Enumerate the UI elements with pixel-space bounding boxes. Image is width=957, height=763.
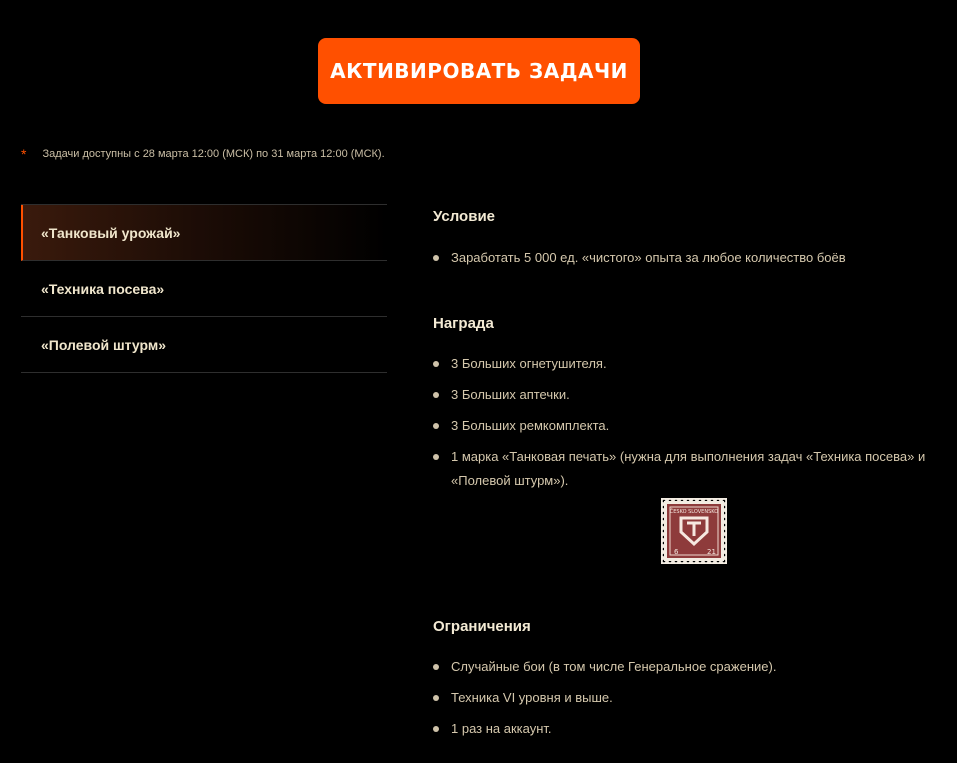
tank-stamp-icon bbox=[661, 498, 727, 564]
bullet-icon bbox=[433, 726, 439, 732]
bullet-icon bbox=[433, 255, 439, 261]
stamp-top-text: ČESKO SLOVENSKO bbox=[669, 509, 719, 515]
limits-title: Ограничения bbox=[433, 618, 531, 635]
bullet-icon bbox=[433, 361, 439, 367]
limits-list bbox=[433, 655, 933, 748]
reward-list bbox=[433, 352, 933, 500]
task-sidebar bbox=[21, 204, 387, 373]
activate-tasks-button[interactable]: АКТИВИРОВАТЬ ЗАДАЧИ bbox=[318, 38, 640, 104]
availability-note bbox=[21, 146, 385, 162]
bullet-icon bbox=[433, 664, 439, 670]
condition-list bbox=[433, 246, 933, 277]
stamp-right-number: 21 bbox=[707, 548, 716, 556]
list-item: Заработать 5 000 ед. «чистого» опыта за любое количество боёв bbox=[433, 246, 933, 270]
list-item: Случайные бои (в том числе Генеральное сражение). bbox=[433, 655, 933, 679]
reward-title: Награда bbox=[433, 315, 494, 332]
list-item: 3 Больших огнетушителя. bbox=[433, 352, 933, 376]
list-item: 1 раз на аккаунт. bbox=[433, 717, 933, 741]
asterisk-icon: * bbox=[21, 146, 27, 162]
list-item: 1 марка «Танковая печать» (нужна для выполнения задач «Техника посева» и «Полевой штурм»). bbox=[433, 445, 933, 493]
bullet-icon bbox=[433, 392, 439, 398]
availability-note-text: Задачи доступны с 28 марта 12:00 (МСК) по 31 марта 12:00 (МСК). bbox=[42, 148, 385, 160]
list-item: 3 Больших аптечки. bbox=[433, 383, 933, 407]
list-item: 3 Больших ремкомплекта. bbox=[433, 414, 933, 438]
list-item: Техника VI уровня и выше. bbox=[433, 686, 933, 710]
condition-title: Условие bbox=[433, 208, 496, 225]
bullet-icon bbox=[433, 454, 439, 460]
sidebar-item-sowing-vehicles[interactable]: «Техника посева» bbox=[21, 261, 387, 317]
sidebar-item-tank-harvest[interactable]: «Танковый урожай» bbox=[21, 205, 387, 261]
bullet-icon bbox=[433, 423, 439, 429]
bullet-icon bbox=[433, 695, 439, 701]
stamp-left-number: 6 bbox=[674, 548, 679, 556]
sidebar-item-field-assault[interactable]: «Полевой штурм» bbox=[21, 317, 387, 373]
